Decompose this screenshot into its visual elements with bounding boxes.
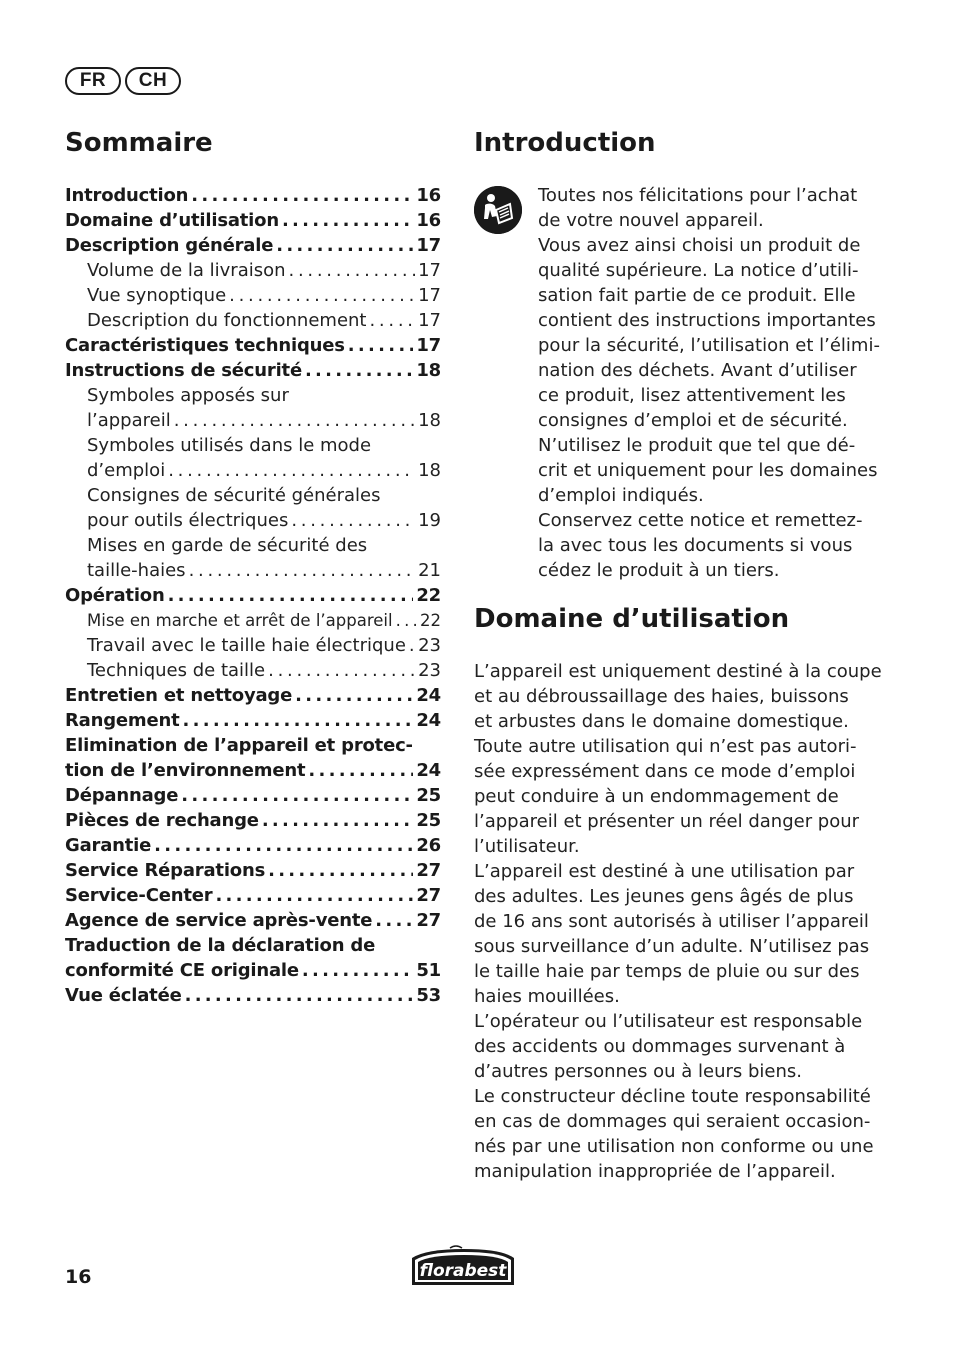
text-line: cédez le produit à un tiers. <box>538 560 780 581</box>
toc-entry-line: Elimination de l’appareil et protec- <box>65 735 413 756</box>
toc-entry <box>65 558 441 583</box>
toc-entry-title: Vue éclatée <box>65 985 182 1006</box>
toc-entry-page: 17 <box>418 260 441 281</box>
toc-entry-page: 51 <box>416 960 441 981</box>
toc-entry <box>65 758 441 783</box>
toc-entry-page: 17 <box>418 285 441 306</box>
toc-entry-title: Travail avec le taille haie électrique <box>87 635 406 656</box>
toc-entry <box>65 458 441 483</box>
toc-entry <box>65 858 441 883</box>
text-line: l’appareil et présenter un réel danger pour <box>474 811 860 832</box>
toc-entry-page: 27 <box>416 910 441 931</box>
toc-leader-dots <box>168 583 414 608</box>
toc-entry <box>65 183 441 208</box>
toc-entry-page: 23 <box>418 635 441 656</box>
toc-entry <box>65 633 441 658</box>
toc-entry-title: Pièces de rechange <box>65 810 259 831</box>
toc-entry-page: 53 <box>416 985 441 1006</box>
text-line: en cas de dommages qui seraient occasion- <box>474 1111 871 1132</box>
text-line: Toute autre utilisation qui n’est pas autori- <box>474 736 857 757</box>
toc-entry <box>65 508 441 533</box>
toc-entry-title: Opération <box>65 585 165 606</box>
toc-leader-dots <box>289 258 416 283</box>
text-line: nation des déchets. Avant d’utiliser <box>538 360 857 381</box>
toc-entry-title: Mise en marche et arrêt de l’appareil <box>87 611 393 630</box>
toc-entry-title: Agence de service après-vente <box>65 910 373 931</box>
toc-entry <box>65 408 441 433</box>
toc-entry <box>65 883 441 908</box>
toc-entry-title: Volume de la livraison <box>87 260 286 281</box>
text-line: le taille haie par temps de pluie ou sur des <box>474 961 860 982</box>
text-line: et au débroussaillage des haies, buissons <box>474 686 849 707</box>
toc-entry-page: 21 <box>418 560 441 581</box>
toc-entry-page: 18 <box>418 460 441 481</box>
toc-entry <box>65 783 441 808</box>
toc-leader-dots <box>302 958 413 983</box>
usage-heading: Domaine d’utilisation <box>474 604 790 634</box>
toc-entry <box>65 658 441 683</box>
text-line: contient des instructions importantes <box>538 310 876 331</box>
toc-entry <box>65 608 441 633</box>
toc-entry-line: Symboles utilisés dans le mode <box>87 435 372 456</box>
toc-leader-dots <box>291 508 415 533</box>
toc-entry-page: 24 <box>416 760 441 781</box>
toc-leader-dots <box>375 908 413 933</box>
toc-entry <box>65 308 441 333</box>
toc-leader-dots <box>348 333 414 358</box>
text-line: L’appareil est destiné à une utilisation par <box>474 861 855 882</box>
toc-entry <box>65 358 441 383</box>
toc-leader-dots <box>282 208 413 233</box>
toc-entry-title: Domaine d’utilisation <box>65 210 279 231</box>
text-line: sée expressément dans ce mode d’emploi <box>474 761 856 782</box>
toc-entry <box>65 583 441 608</box>
toc-entry-page: 24 <box>416 710 441 731</box>
text-line: manipulation inappropriée de l’appareil. <box>474 1161 836 1182</box>
toc-entry-title: Service Réparations <box>65 860 266 881</box>
language-badge-fr: FR <box>65 67 121 95</box>
toc-entry-page: 22 <box>420 611 441 630</box>
toc-entry-page: 27 <box>416 860 441 881</box>
text-line: des accidents ou dommages survenant à <box>474 1036 846 1057</box>
toc-entry <box>65 258 441 283</box>
text-line: Toutes nos félicitations pour l’achat <box>538 185 858 206</box>
toc-entry <box>65 808 441 833</box>
toc-leader-dots <box>396 608 417 633</box>
text-line: pour la sécurité, l’utilisation et l’élimi- <box>538 335 880 356</box>
toc-leader-dots <box>369 308 415 333</box>
toc-leader-dots <box>262 808 414 833</box>
toc-leader-dots <box>174 408 415 433</box>
toc-entry-title: Dépannage <box>65 785 179 806</box>
toc-leader-dots <box>185 983 414 1008</box>
toc-entry-page: 25 <box>416 785 441 806</box>
toc-entry <box>65 708 441 733</box>
language-badges <box>65 67 181 95</box>
toc-entry-title: Description du fonctionnement <box>87 310 367 331</box>
florabest-logo <box>406 1245 520 1289</box>
toc-leader-dots <box>305 358 413 383</box>
toc-leader-dots <box>268 658 415 683</box>
toc-entry <box>65 958 441 983</box>
toc-entry-page: 17 <box>416 235 441 256</box>
toc-entry-page: 23 <box>418 660 441 681</box>
toc-heading: Sommaire <box>65 128 213 158</box>
toc-entry-title: Introduction <box>65 185 189 206</box>
text-line: l’utilisateur. <box>474 836 580 857</box>
text-line: de 16 ans sont autorisés à utiliser l’appareil <box>474 911 869 932</box>
toc-entry-title: conformité CE originale <box>65 960 299 981</box>
toc-entry-title: Rangement <box>65 710 180 731</box>
toc-entry <box>65 208 441 233</box>
toc-entry-line: Consignes de sécurité générales <box>87 485 381 506</box>
toc-entry <box>65 983 441 1008</box>
text-line: Vous avez ainsi choisi un produit de <box>538 235 861 256</box>
read-manual-icon <box>474 186 522 234</box>
text-line: consignes d’emploi et de sécurité. <box>538 410 848 431</box>
toc-leader-dots <box>268 858 413 883</box>
toc-entry-title: l’appareil <box>87 410 171 431</box>
toc-entry-page: 24 <box>416 685 441 706</box>
toc-entry-title: Caractéristiques techniques <box>65 335 345 356</box>
toc-entry-title: Instructions de sécurité <box>65 360 302 381</box>
text-line: qualité supérieure. La notice d’utili- <box>538 260 859 281</box>
page-number: 16 <box>65 1266 92 1288</box>
toc-entry-page: 25 <box>416 810 441 831</box>
toc-entry-page: 22 <box>416 585 441 606</box>
usage-body <box>474 659 882 1184</box>
toc-entry-title: Service-Center <box>65 885 213 906</box>
text-line: L’appareil est uniquement destiné à la coupe <box>474 661 882 682</box>
text-line: haies mouillées. <box>474 986 620 1007</box>
toc-entry <box>65 233 441 258</box>
toc-entry-page: 18 <box>416 360 441 381</box>
toc-entry-title: Garantie <box>65 835 152 856</box>
toc-leader-dots <box>276 233 413 258</box>
toc-entry-title: Entretien et nettoyage <box>65 685 293 706</box>
text-line: crit et uniquement pour les domaines <box>538 460 878 481</box>
toc-entry-title: d’emploi <box>87 460 166 481</box>
toc-entry-title: taille-haies <box>87 560 186 581</box>
toc-entry-page: 17 <box>416 335 441 356</box>
toc-entry-page: 16 <box>416 185 441 206</box>
text-line: N’utilisez le produit que tel que dé- <box>538 435 856 456</box>
text-line: sous surveillance d’un adulte. N’utilisez pas <box>474 936 870 957</box>
toc-entry-page: 26 <box>416 835 441 856</box>
toc-entry <box>65 833 441 858</box>
text-line: et arbustes dans le domaine domestique. <box>474 711 849 732</box>
toc-leader-dots <box>409 633 415 658</box>
toc-entry <box>65 333 441 358</box>
introduction-heading: Introduction <box>474 128 656 158</box>
toc-leader-dots <box>215 883 413 908</box>
toc-leader-dots <box>229 283 415 308</box>
toc-entry-title: Techniques de taille <box>87 660 266 681</box>
toc-leader-dots <box>189 558 416 583</box>
text-line: la avec tous les documents si vous <box>538 535 853 556</box>
text-line: des adultes. Les jeunes gens âgés de plus <box>474 886 854 907</box>
toc-leader-dots <box>181 783 413 808</box>
toc-leader-dots <box>183 708 414 733</box>
toc-entry <box>65 908 441 933</box>
toc-entry <box>65 683 441 708</box>
toc-entry-page: 18 <box>418 410 441 431</box>
table-of-contents <box>65 183 441 1008</box>
text-line: peut conduire à un endommagement de <box>474 786 839 807</box>
toc-entry-title: Vue synoptique <box>87 285 227 306</box>
toc-leader-dots <box>308 758 413 783</box>
toc-leader-dots <box>168 458 415 483</box>
text-line: Le constructeur décline toute responsabilité <box>474 1086 871 1107</box>
toc-entry-page: 16 <box>416 210 441 231</box>
language-badge-ch: CH <box>125 67 181 95</box>
toc-entry-page: 27 <box>416 885 441 906</box>
toc-entry-title: Description générale <box>65 235 274 256</box>
toc-leader-dots <box>295 683 413 708</box>
logo-wordmark: florabest <box>419 1261 507 1281</box>
toc-entry-title: tion de l’environnement <box>65 760 306 781</box>
text-line: L’opérateur ou l’utilisateur est responsable <box>474 1011 863 1032</box>
text-line: nés par une utilisation non conforme ou une <box>474 1136 874 1157</box>
text-line: d’autres personnes ou à leurs biens. <box>474 1061 802 1082</box>
toc-entry-line: Symboles apposés sur <box>87 385 289 406</box>
toc-entry-line: Traduction de la déclaration de <box>65 935 376 956</box>
text-line: de votre nouvel appareil. <box>538 210 764 231</box>
text-line: Conservez cette notice et remettez- <box>538 510 863 531</box>
toc-entry <box>65 283 441 308</box>
toc-entry-page: 19 <box>418 510 441 531</box>
toc-leader-dots <box>154 833 413 858</box>
toc-entry-title: pour outils électriques <box>87 510 289 531</box>
text-line: sation fait partie de ce produit. Elle <box>538 285 856 306</box>
toc-entry-line: Mises en garde de sécurité des <box>87 535 368 556</box>
text-line: ce produit, lisez attentivement les <box>538 385 846 406</box>
text-line: d’emploi indiqués. <box>538 485 704 506</box>
toc-leader-dots <box>191 183 413 208</box>
introduction-body <box>538 183 880 583</box>
toc-entry-page: 17 <box>418 310 441 331</box>
